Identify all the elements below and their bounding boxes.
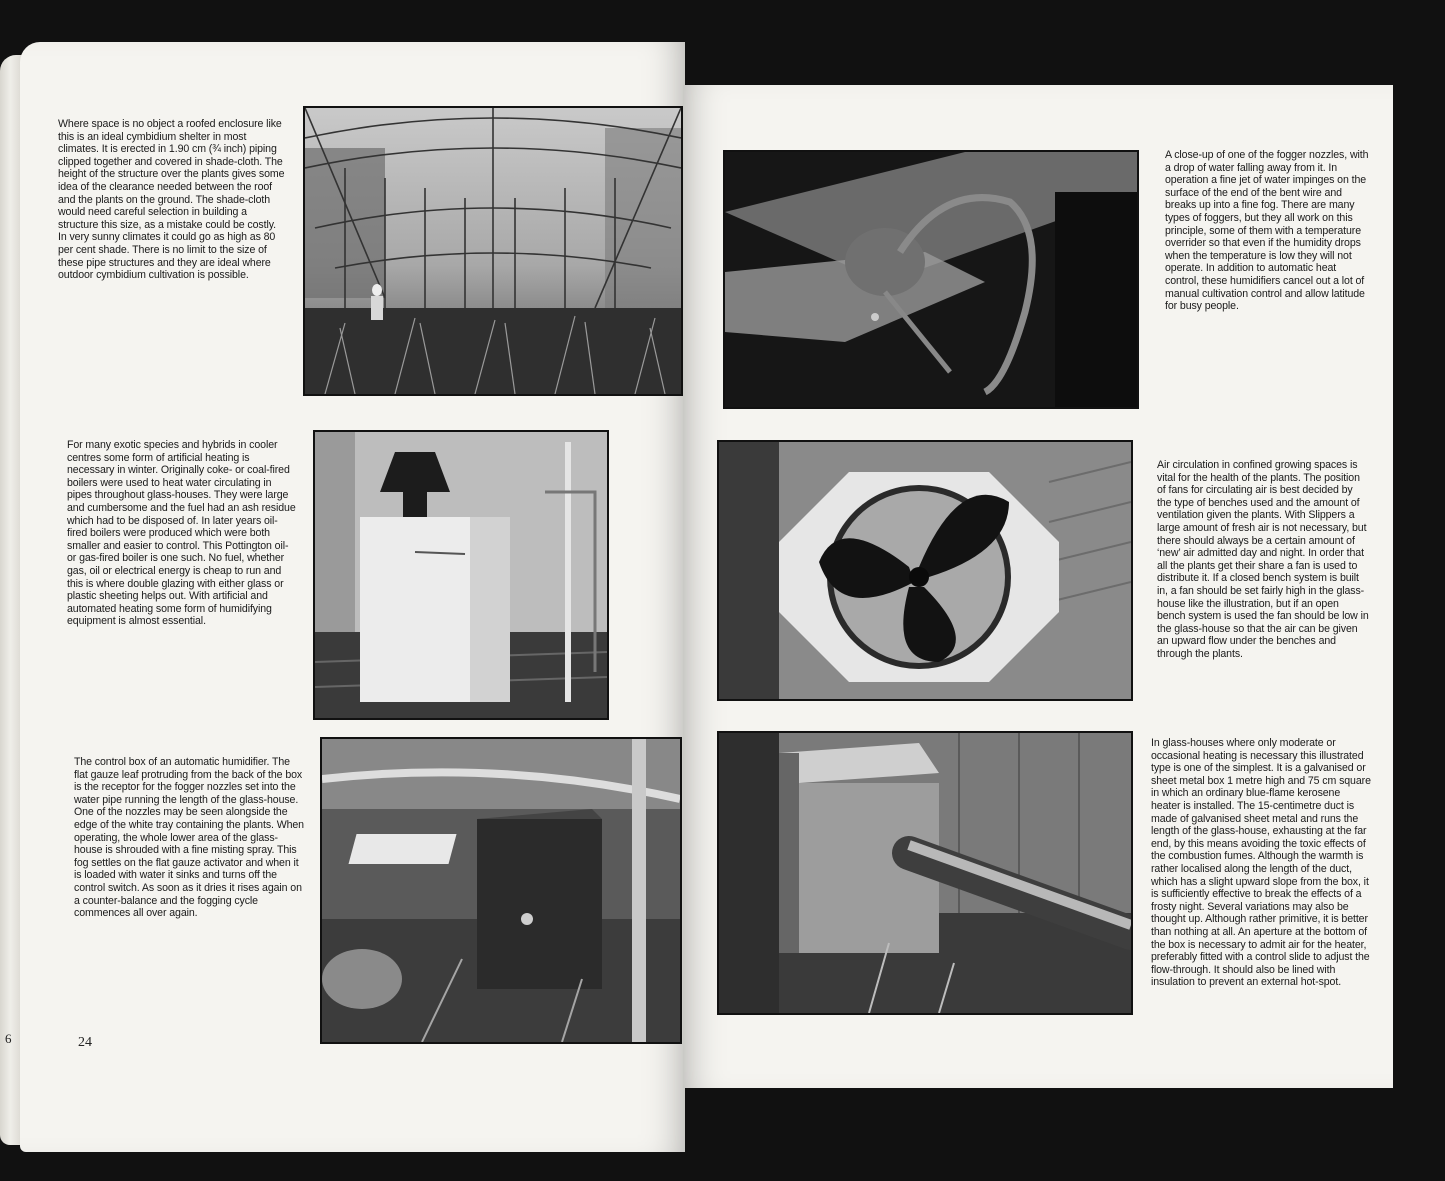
- humidifier-image: [322, 739, 680, 1042]
- photo-humidifier: [320, 737, 682, 1044]
- caption-kerosene-heater: In glass-houses where only moderate or occasional heating is necessary this illustrated type is one of the simplest. It is a galvanised or sheet metal box 1 metre high and 75 cm square in which an ordinary blue-flame kerosene heater is installed. The 15-centimetre duct is made of galvanised sheet metal and runs the length of the glass-house, exhausting at the far end, by this means avoiding the toxic effects of the combustion fumes. Although the warmth is rather localised along the length of the duct, which has a slight upward slope from the box, it is sufficiently effective to break the effects of a frosty night. Several variations may also be thought up. Although rather primitive, it is better than nothing at all. An aperture at the bottom of the box is necessary to admit air for the heater, preferably fitted with a control slide to adjust the flow-through. It should also be lined with insulation to prevent an external hot-spot.: [1151, 737, 1371, 989]
- edge-page-number: 6: [5, 1031, 12, 1046]
- photo-fogger-nozzle: [723, 150, 1139, 409]
- kerosene-heater-image: [719, 733, 1131, 1013]
- caption-fogger-nozzle: A close-up of one of the fogger nozzles, with a drop of water falling away from it. In operation a fine jet of water impinges on the surface of the end of the bent wire and breaks up into a fine fog. There are many types of foggers, but they all work on this principle, some of them with a temperature overrider so that even if the humidity drops when the temperature is low they will not operate. In addition to automatic heat control, these humidifiers cancel out a lot of manual cultivation control and allow latitude for busy people.: [1165, 149, 1369, 313]
- photo-kerosene-heater: [717, 731, 1133, 1015]
- caption-boiler: For many exotic species and hybrids in cooler centres some form of artificial heating is necessary in winter. Originally coke- or coal-fired boilers were used to heat water circulating in pipes throughout glass-houses. They were large and cumbersome and the fuel had an ash residue which had to be disposed of. In later years oil-fired boilers were produced which were both smaller and easier to control. This Pottington oil- or gas-fired boiler is one such. No fuel, whether gas, oil or electrical energy is cheap to run and this is where double glazing with either glass or plastic sheeting helps out. With artificial and automated heating some form of humidifying equipment is almost essential.: [67, 439, 296, 628]
- photo-shade-enclosure: [303, 106, 683, 396]
- photo-fan: [717, 440, 1133, 701]
- right-page: [683, 85, 1393, 1088]
- fan-image: [719, 442, 1131, 699]
- photo-boiler: [313, 430, 609, 720]
- caption-shade-enclosure: Where space is no object a roofed enclosure like this is an ideal cymbidium shelter in most climates. It is erected in 1.90 cm (¾ inch) piping clipped together and covered in shade-cloth. The height of the structure over the plants gives some idea of the clearance needed between the roof and the plants on the ground. The shade-cloth would need careful selection in building a structure this size, as a mistake could be costly. In very sunny climates it could go as high as 80 per cent shade. There is no limit to the size of these pipe structures and they are ideal where outdoor cymbidium cultivation is possible.: [58, 118, 285, 282]
- left-page: [20, 42, 685, 1152]
- page-number: 24: [78, 1035, 92, 1050]
- boiler-image: [315, 432, 607, 718]
- shade-enclosure-image: [305, 108, 681, 394]
- fogger-nozzle-image: [725, 152, 1137, 407]
- caption-humidifier: The control box of an automatic humidifier. The flat gauze leaf protruding from the back of the box is the receptor for the fogger nozzles set into the water pipe running the length of the glass-house. One of the nozzles may be seen alongside the edge of the white tray containing the plants. When operating, the whole lower area of the glass-house is shrouded with a fine misting spray. This fog settles on the flat gauze activator and when it is loaded with water it sinks and turns off the control switch. As soon as it dries it rises again on a counter-balance and the fogging cycle commences all over again.: [74, 756, 304, 920]
- caption-fan: Air circulation in confined growing spaces is vital for the health of the plants. The position of fans for circulating air is best decided by the type of benches used and the amount of ventilation given the plants. With Slippers a large amount of fresh air is not necessary, but there should always be a certain amount of ‘new’ air admitted day and night. In order that all the plants get their share a fan is used to distribute it. If a closed bench system is built in, a fan should be set fairly high in the glass-house like the illustration, but if an open bench system is used the fan should be low in the glass-house so that the air can be given an upward flow under the benches and through the plants.: [1157, 459, 1369, 660]
